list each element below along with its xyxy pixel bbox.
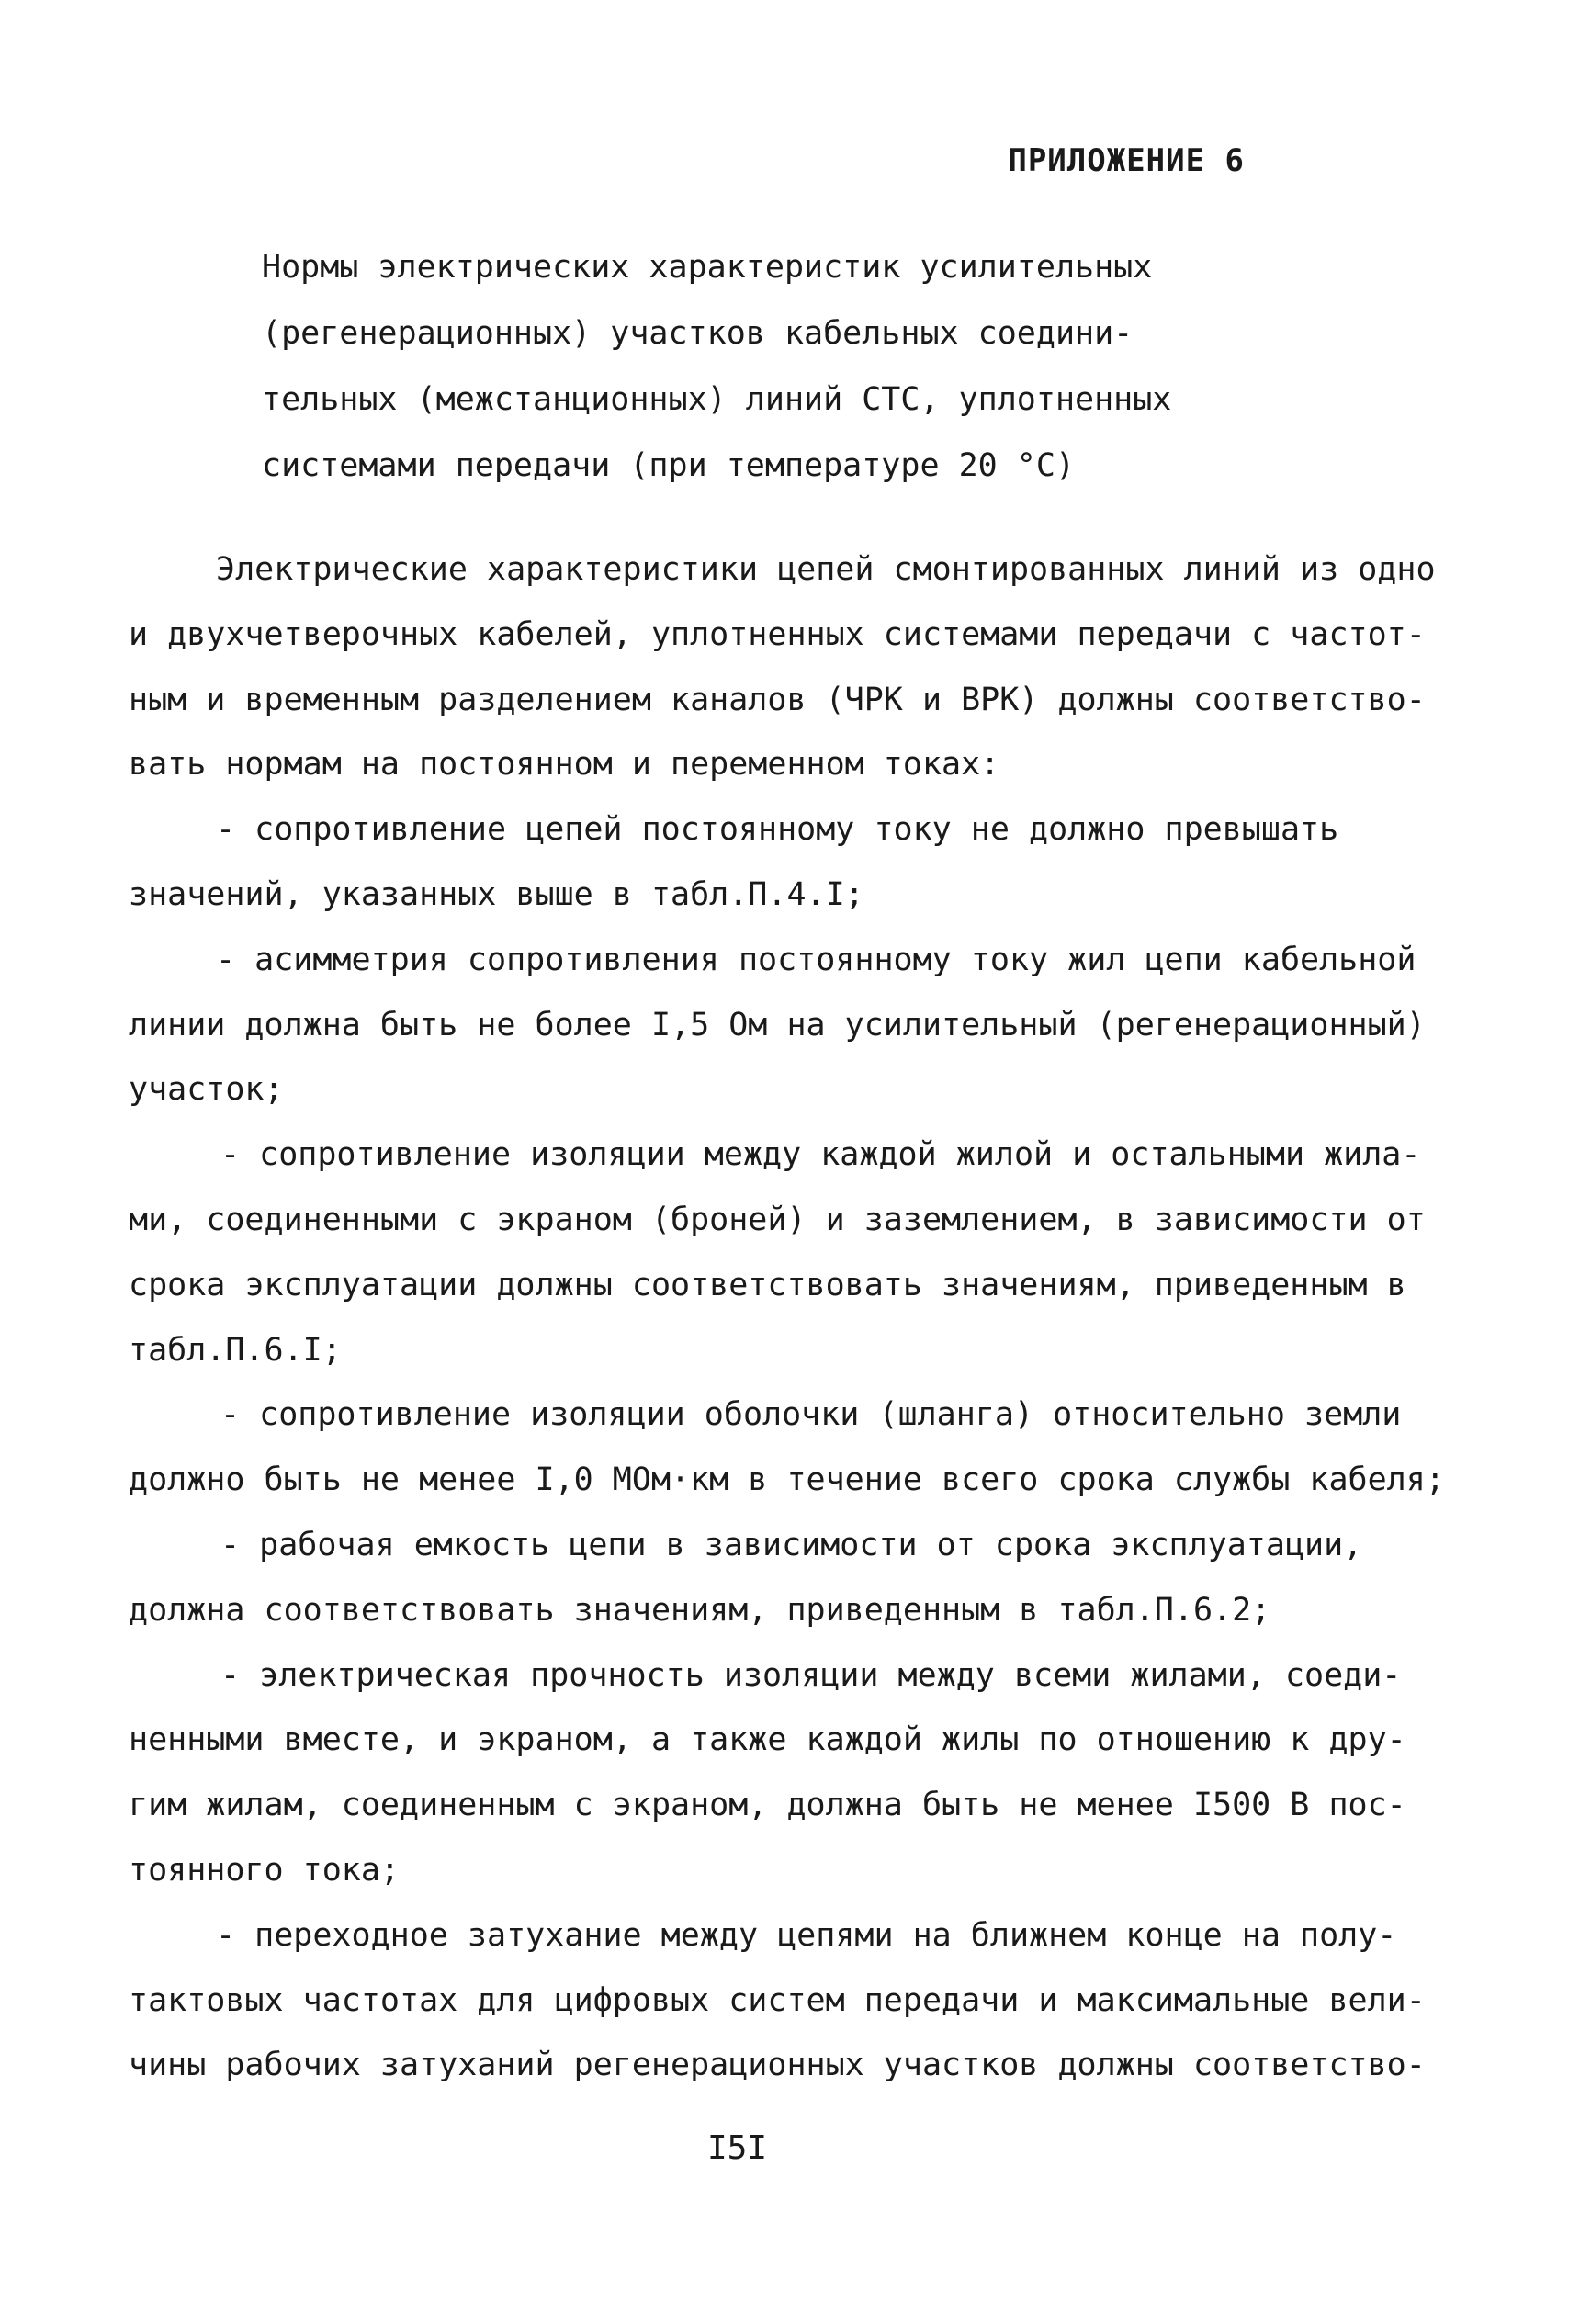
body-line: ненными вместе, и экраном, а также каждой жилы по отношению к дру- <box>129 1721 1406 1759</box>
title-line: тельных (межстанционных) линий СТС, уплотненных <box>262 381 1172 418</box>
body-line: - сопротивление изоляции между каждой жилой и остальными жила- <box>220 1136 1421 1174</box>
body-line: тоянного тока; <box>129 1851 401 1889</box>
body-line: ми, соединенными с экраном (броней) и заземлением, в зависимости от <box>129 1201 1426 1238</box>
body-line: чины рабочих затуханий регенерационных участков должны соответство- <box>129 2047 1426 2084</box>
body-line: тактовых частотах для цифровых систем передачи и максимальные вели- <box>129 1981 1426 2019</box>
body-text <box>129 537 1445 2098</box>
body-line: должно быть не менее I,0 МОм·км в течение всего срока службы кабеля; <box>129 1461 1445 1499</box>
body-line: Электрические характеристики цепей смонтированных линий из одно <box>216 551 1436 588</box>
title-line: Нормы электрических характеристик усилительных <box>262 249 1153 286</box>
body-line: срока эксплуатации должны соответствовать значениям, приведенным в <box>129 1266 1406 1303</box>
body-line: - переходное затухание между цепями на ближнем конце на полу- <box>216 1916 1397 1954</box>
body-line: должна соответствовать значениям, приведенным в табл.П.6.2; <box>129 1591 1271 1629</box>
body-line: - электрическая прочность изоляции между всеми жилами, соеди- <box>220 1656 1402 1694</box>
document-title <box>262 234 1272 499</box>
body-line: вать нормам на постоянном и переменном токах: <box>129 746 1000 784</box>
body-line: и двухчетверочных кабелей, уплотненных системами передачи с частот- <box>129 615 1426 653</box>
appendix-label: ПРИЛОЖЕНИЕ 6 <box>1008 142 1245 179</box>
body-line: - асимметрия сопротивления постоянному току жил цепи кабельной <box>216 941 1416 978</box>
body-line: ным и временным разделением каналов (ЧРК и ВРК) должны соответство- <box>129 681 1426 718</box>
page-number: I5I <box>707 2129 768 2167</box>
body-line: участок; <box>129 1071 284 1109</box>
body-line: - рабочая емкость цепи в зависимости от срока эксплуатации, <box>220 1526 1363 1563</box>
body-line: - сопротивление цепей постоянному току не должно превышать <box>216 811 1339 849</box>
body-line: линии должна быть не более I,5 Ом на усилительный (регенерационный) <box>129 1006 1426 1044</box>
title-line: системами передачи (при температуре 20 °С) <box>262 447 1076 484</box>
body-line: значений, указанных выше в табл.П.4.I; <box>129 875 864 913</box>
title-line: (регенерационных) участков кабельных соедини- <box>262 315 1134 352</box>
body-line: гим жилам, соединенным с экраном, должна быть не менее I500 В пос- <box>129 1787 1406 1824</box>
body-line: табл.П.6.I; <box>129 1331 342 1369</box>
body-line: - сопротивление изоляции оболочки (шланга) относительно земли <box>220 1396 1402 1434</box>
